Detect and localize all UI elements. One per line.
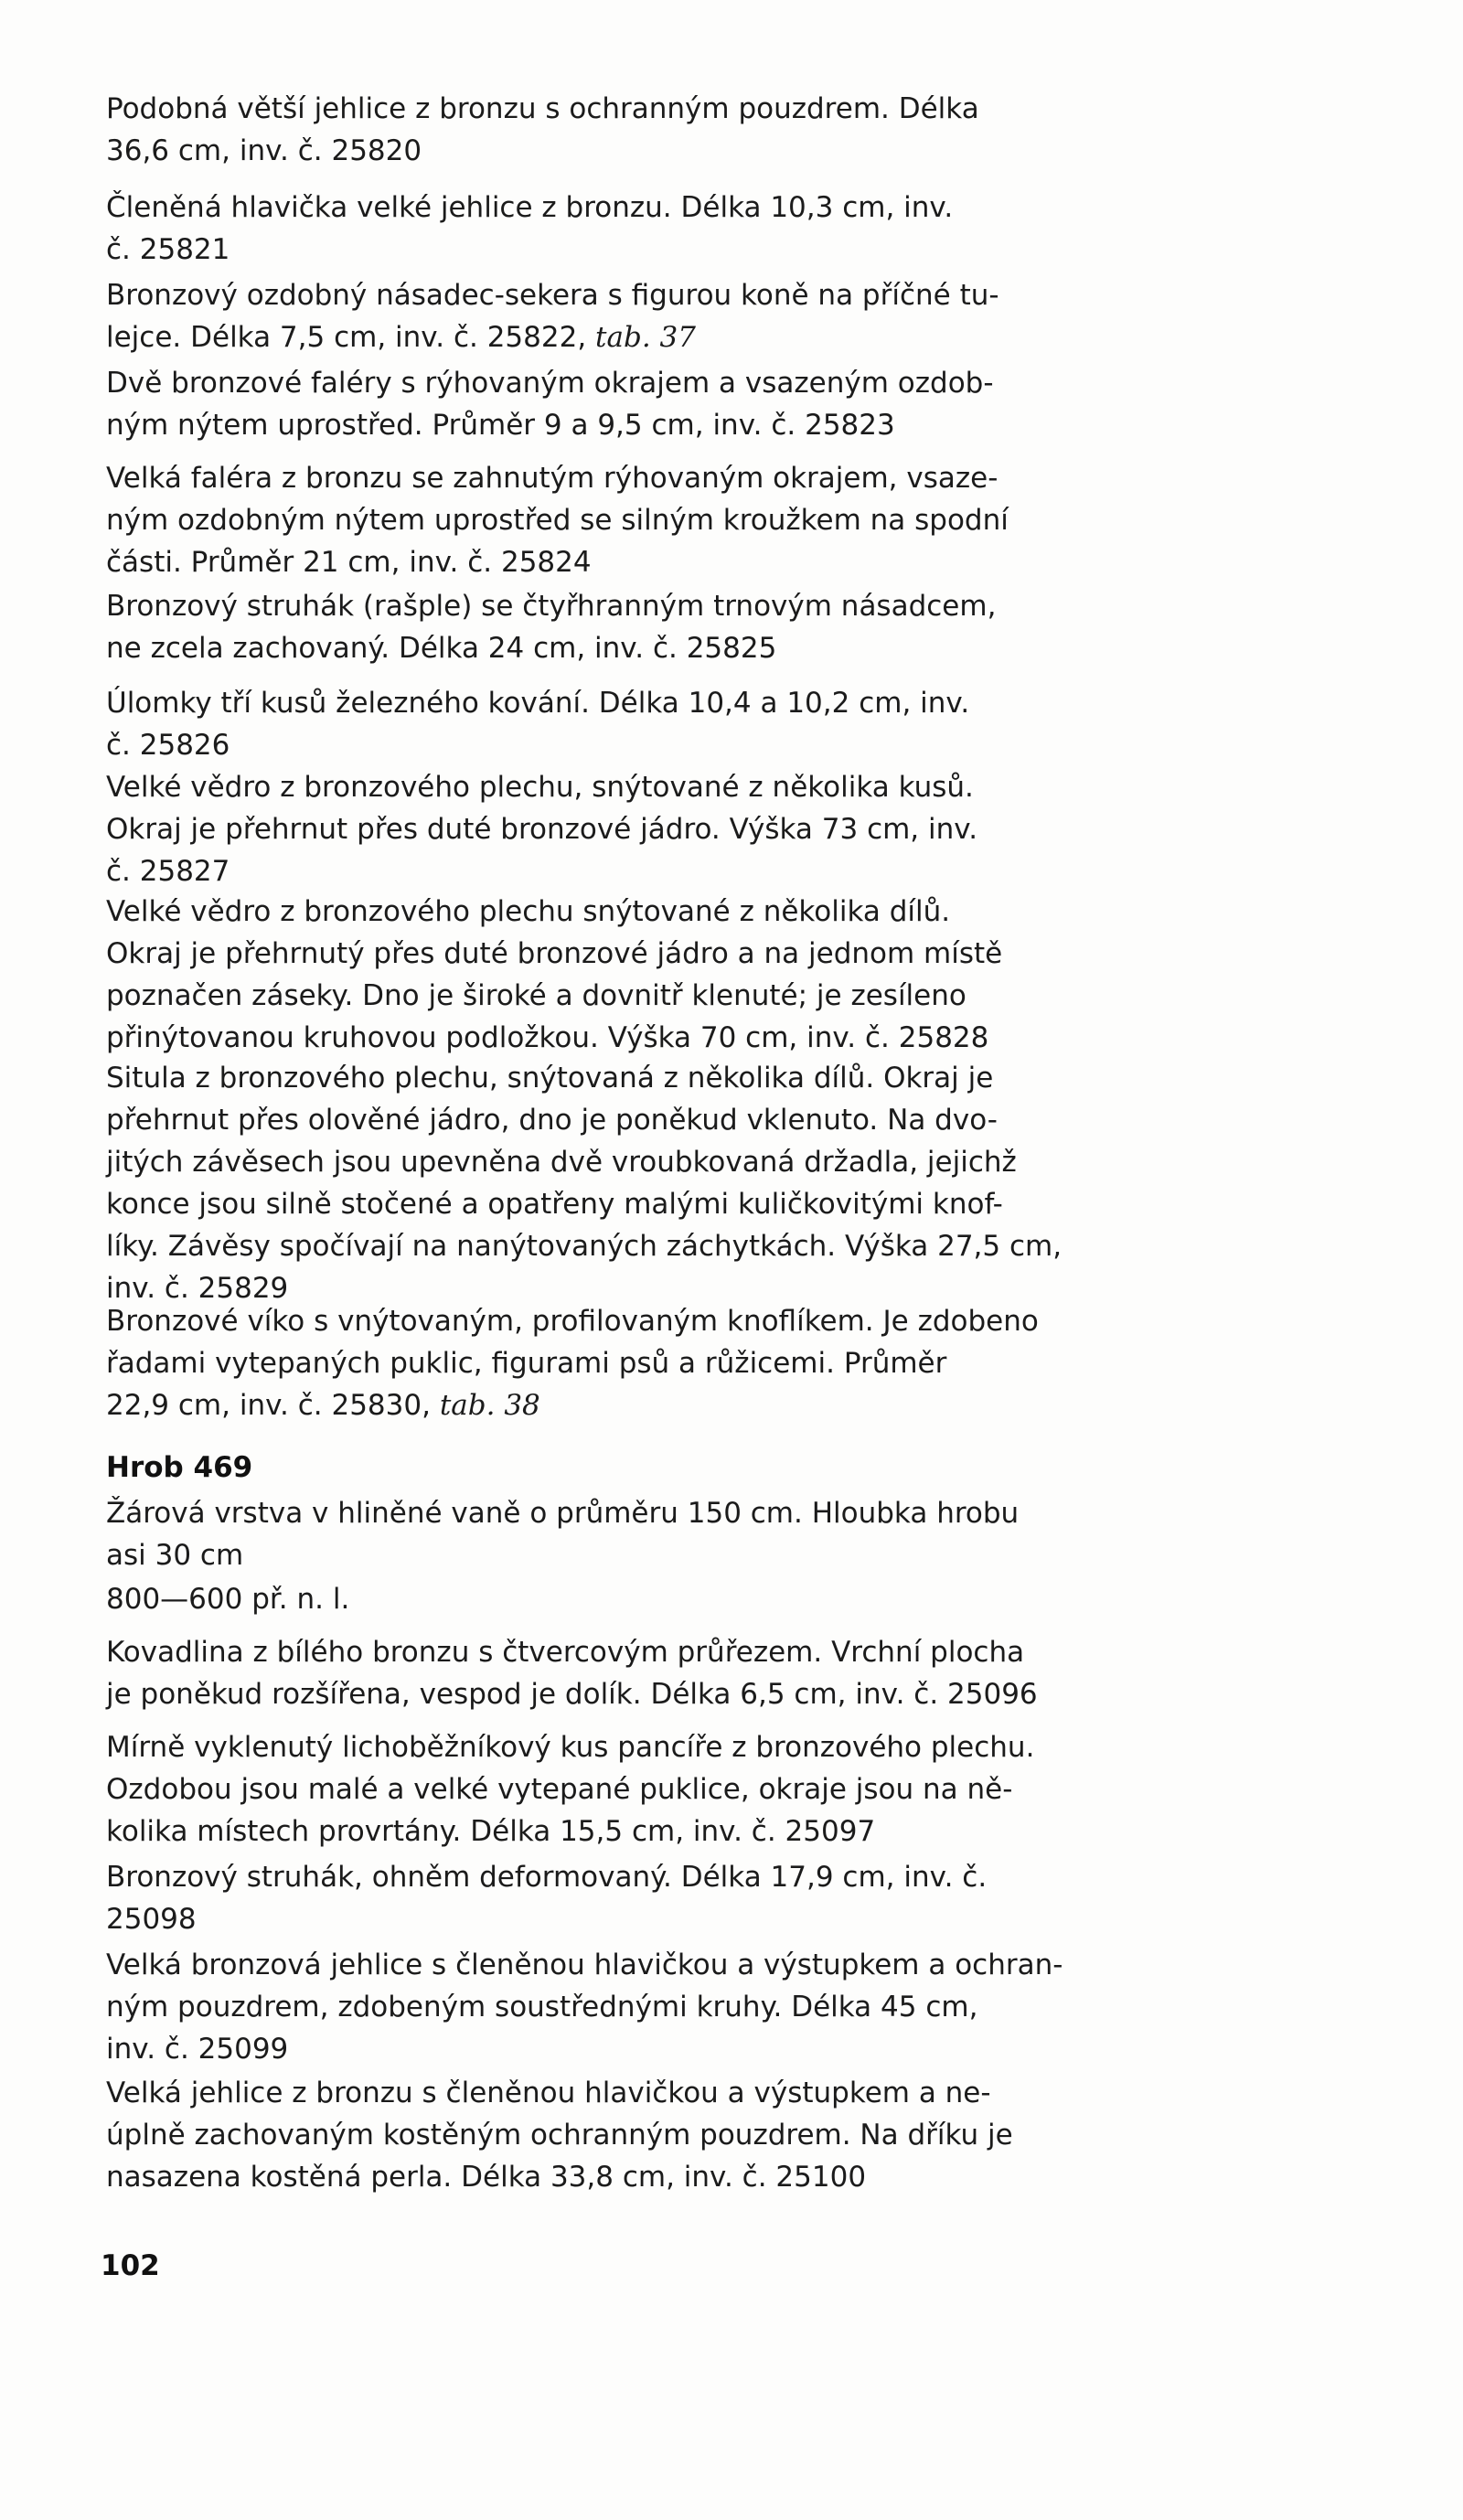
text-line: Bronzové víko s vnýtovaným, profilovaným knoflíkem. Je zdobeno (106, 1305, 1039, 1338)
text-line: č. 25827 (106, 855, 230, 888)
text-line: Okraj je přehrnutý přes duté bronzové jádro a na jednom místě (106, 937, 1003, 970)
text-line: části. Průměr 21 cm, inv. č. 25824 (106, 546, 592, 579)
entry-16 (106, 1856, 1280, 1940)
text-line: Velká faléra z bronzu se zahnutým rýhovaným okrajem, vsaze- (106, 462, 998, 495)
text-line: kolika místech provrtány. Délka 15,5 cm, inv. č. 25097 (106, 1815, 876, 1848)
entry-15 (106, 1726, 1280, 1853)
text-line: Členěná hlavička velké jehlice z bronzu. Délka 10,3 cm, inv. (106, 191, 954, 224)
text-line: Úlomky tří kusů železného kování. Délka 10,4 a 10,2 cm, inv. (106, 687, 970, 720)
text-line: poznačen záseky. Dno je široké a dovnitř klenuté; je zesíleno (106, 979, 966, 1012)
page-number: 102 (101, 2249, 160, 2282)
text-line: konce jsou silně stočené a opatřeny malými kuličkovitými knof- (106, 1188, 1003, 1221)
entry-10 (106, 1057, 1280, 1309)
text-line: je poněkud rozšířena, vespod je dolík. Délka 6,5 cm, inv. č. 25096 (106, 1678, 1038, 1711)
text-line (106, 316, 1280, 358)
entry-text: 22,9 cm, inv. č. 25830, (106, 1389, 431, 1422)
text-line: řadami vytepaných puklic, figurami psů a růžicemi. Průměr (106, 1347, 947, 1380)
text-line: ným pouzdrem, zdobeným soustřednými kruhy. Délka 45 cm, (106, 1991, 978, 2023)
text-line: Velká jehlice z bronzu s členěnou hlavičkou a výstupkem a ne- (106, 2077, 991, 2109)
text-line: líky. Závěsy spočívají na nanýtovaných záchytkách. Výška 27,5 cm, (106, 1230, 1063, 1263)
entry-text: lejce. Délka 7,5 cm, inv. č. 25822, (106, 321, 587, 354)
entry-8 (106, 766, 1280, 892)
text-line: 25098 (106, 1903, 197, 1936)
text-line: úplně zachovaným kostěným ochranným pouzdrem. Na dříku je (106, 2119, 1013, 2152)
text-line: Velké vědro z bronzového plechu snýtované z několika dílů. (106, 895, 951, 928)
entry-3 (106, 274, 1280, 358)
text-line: Velká bronzová jehlice s členěnou hlavičkou a výstupkem a ochran- (106, 1949, 1063, 1981)
entry-18 (106, 2072, 1280, 2198)
entry-1 (106, 88, 1280, 172)
text-line (106, 1384, 1280, 1426)
text-line: Podobná větší jehlice z bronzu s ochranným pouzdrem. Délka (106, 92, 979, 125)
text-line: 36,6 cm, inv. č. 25820 (106, 134, 422, 167)
plate-reference: tab. 37 (595, 321, 696, 354)
text-line: ne zcela zachovaný. Délka 24 cm, inv. č. 25825 (106, 632, 777, 665)
text-line: 800—600 př. n. l. (106, 1583, 350, 1616)
text-line: asi 30 cm (106, 1539, 244, 1572)
entry-12 (106, 1492, 1280, 1576)
entry-4 (106, 362, 1280, 446)
entry-7 (106, 682, 1280, 766)
entry-13 (106, 1578, 1280, 1620)
text-line: jitých závěsech jsou upevněna dvě vroubkovaná držadla, jejichž (106, 1146, 1017, 1179)
text-line: č. 25826 (106, 729, 230, 762)
text-line: Žárová vrstva v hliněné vaně o průměru 150 cm. Hloubka hrobu (106, 1497, 1020, 1530)
entry-17 (106, 1944, 1280, 2070)
text-line: Okraj je přehrnut přes duté bronzové jádro. Výška 73 cm, inv. (106, 813, 978, 846)
entry-5 (106, 457, 1280, 583)
text-line: nasazena kostěná perla. Délka 33,8 cm, inv. č. 25100 (106, 2161, 867, 2194)
entry-11 (106, 1300, 1280, 1426)
entry-14 (106, 1631, 1280, 1715)
grave-heading: Hrob 469 (106, 1451, 253, 1484)
text-line: č. 25821 (106, 233, 230, 266)
entry-6 (106, 585, 1280, 669)
text-line: Mírně vyklenutý lichoběžníkový kus pancíře z bronzového plechu. (106, 1731, 1035, 1764)
text-line: přehrnut přes olověné jádro, dno je poněkud vklenuto. Na dvo- (106, 1104, 998, 1137)
text-line: inv. č. 25829 (106, 1272, 289, 1305)
text-line: ným ozdobným nýtem uprostřed se silným kroužkem na spodní (106, 504, 1009, 537)
plate-reference: tab. 38 (439, 1389, 540, 1422)
entry-2 (106, 187, 1280, 271)
text-line: Kovadlina z bílého bronzu s čtvercovým průřezem. Vrchní plocha (106, 1636, 1025, 1669)
text-line: Bronzový struhák (rašple) se čtyřhranným trnovým násadcem, (106, 590, 997, 623)
text-line: přinýtovanou kruhovou podložkou. Výška 70 cm, inv. č. 25828 (106, 1021, 989, 1054)
text-line: inv. č. 25099 (106, 2033, 289, 2066)
text-line: Situla z bronzového plechu, snýtovaná z několika dílů. Okraj je (106, 1062, 994, 1094)
text-line: Bronzový struhák, ohněm deformovaný. Délka 17,9 cm, inv. č. (106, 1861, 988, 1894)
text-line: Ozdobou jsou malé a velké vytepané puklice, okraje jsou na ně- (106, 1773, 1013, 1806)
text-line: Dvě bronzové faléry s rýhovaným okrajem a vsazeným ozdob- (106, 367, 994, 400)
text-line: Velké vědro z bronzového plechu, snýtované z několika kusů. (106, 771, 974, 804)
text-line: Bronzový ozdobný násadec-sekera s figurou koně na příčné tu- (106, 279, 999, 312)
entry-9 (106, 891, 1280, 1059)
text-line: ným nýtem uprostřed. Průměr 9 a 9,5 cm, inv. č. 25823 (106, 409, 895, 442)
